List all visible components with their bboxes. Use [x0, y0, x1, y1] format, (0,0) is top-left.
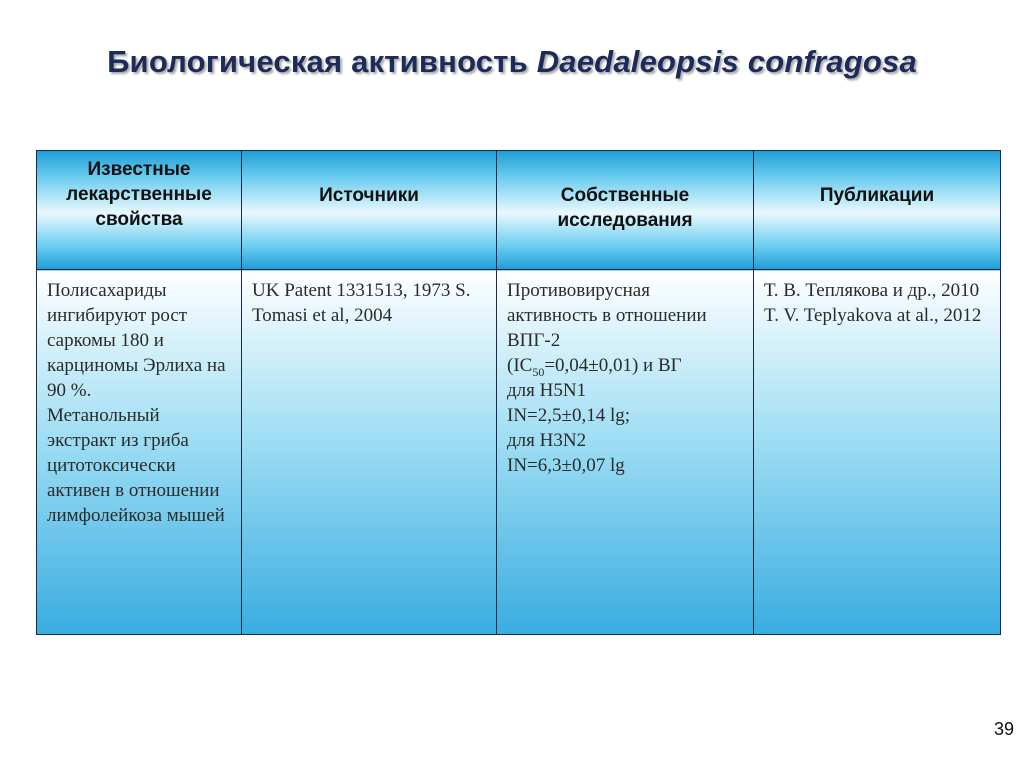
- cell-text: для H5N1: [507, 380, 587, 401]
- header-sources: Источники: [242, 151, 497, 270]
- cell-text: IN=6,3±0,07 lg: [507, 455, 625, 476]
- header-publications: Публикации: [754, 151, 1001, 270]
- ic-rest: =0,04±0,01) и ВГ: [544, 355, 682, 376]
- cell-medicinal-properties: [37, 270, 242, 635]
- slide-title: [0, 44, 1024, 80]
- cell-text: Метанольный экстракт из гриба цитотоксически активен в отношении лимфолейкоза мышей: [47, 405, 225, 526]
- ic50-line: [507, 353, 745, 378]
- cell-text: Полисахариды ингибируют рост саркомы 180 и карциномы Эрлиха на 90 %.: [47, 280, 226, 401]
- cell-own-research: [497, 270, 754, 635]
- table-header-row: [37, 151, 1001, 270]
- cell-text: IN=2,5±0,14 lg;: [507, 405, 630, 426]
- cell-publications: [754, 270, 1001, 635]
- cell-text: UK Patent 1331513, 1973 S. Tomasi et al, 2004: [252, 280, 471, 326]
- page-number: 39: [993, 719, 1014, 739]
- title-text: Биологическая активность: [107, 44, 528, 79]
- cell-sources: [242, 270, 497, 635]
- cell-text: Противовирусная активность в отношении ВПГ-2: [507, 280, 707, 351]
- ic-subscript: 50: [532, 364, 545, 379]
- table-row: [37, 270, 1001, 635]
- activity-table: [36, 150, 1001, 635]
- header-own-research: Собственные исследования: [497, 151, 754, 270]
- header-medicinal-properties: Известные лекарственные свойства: [37, 151, 242, 270]
- cell-text: T. V. Teplyakova at al., 2012: [764, 305, 982, 326]
- cell-text: для H3N2: [507, 430, 587, 451]
- title-species: Daedaleopsis confragosa: [536, 44, 917, 79]
- cell-text: Т. В. Теплякова и др., 2010: [764, 280, 980, 301]
- ic-open: (IC: [507, 355, 533, 376]
